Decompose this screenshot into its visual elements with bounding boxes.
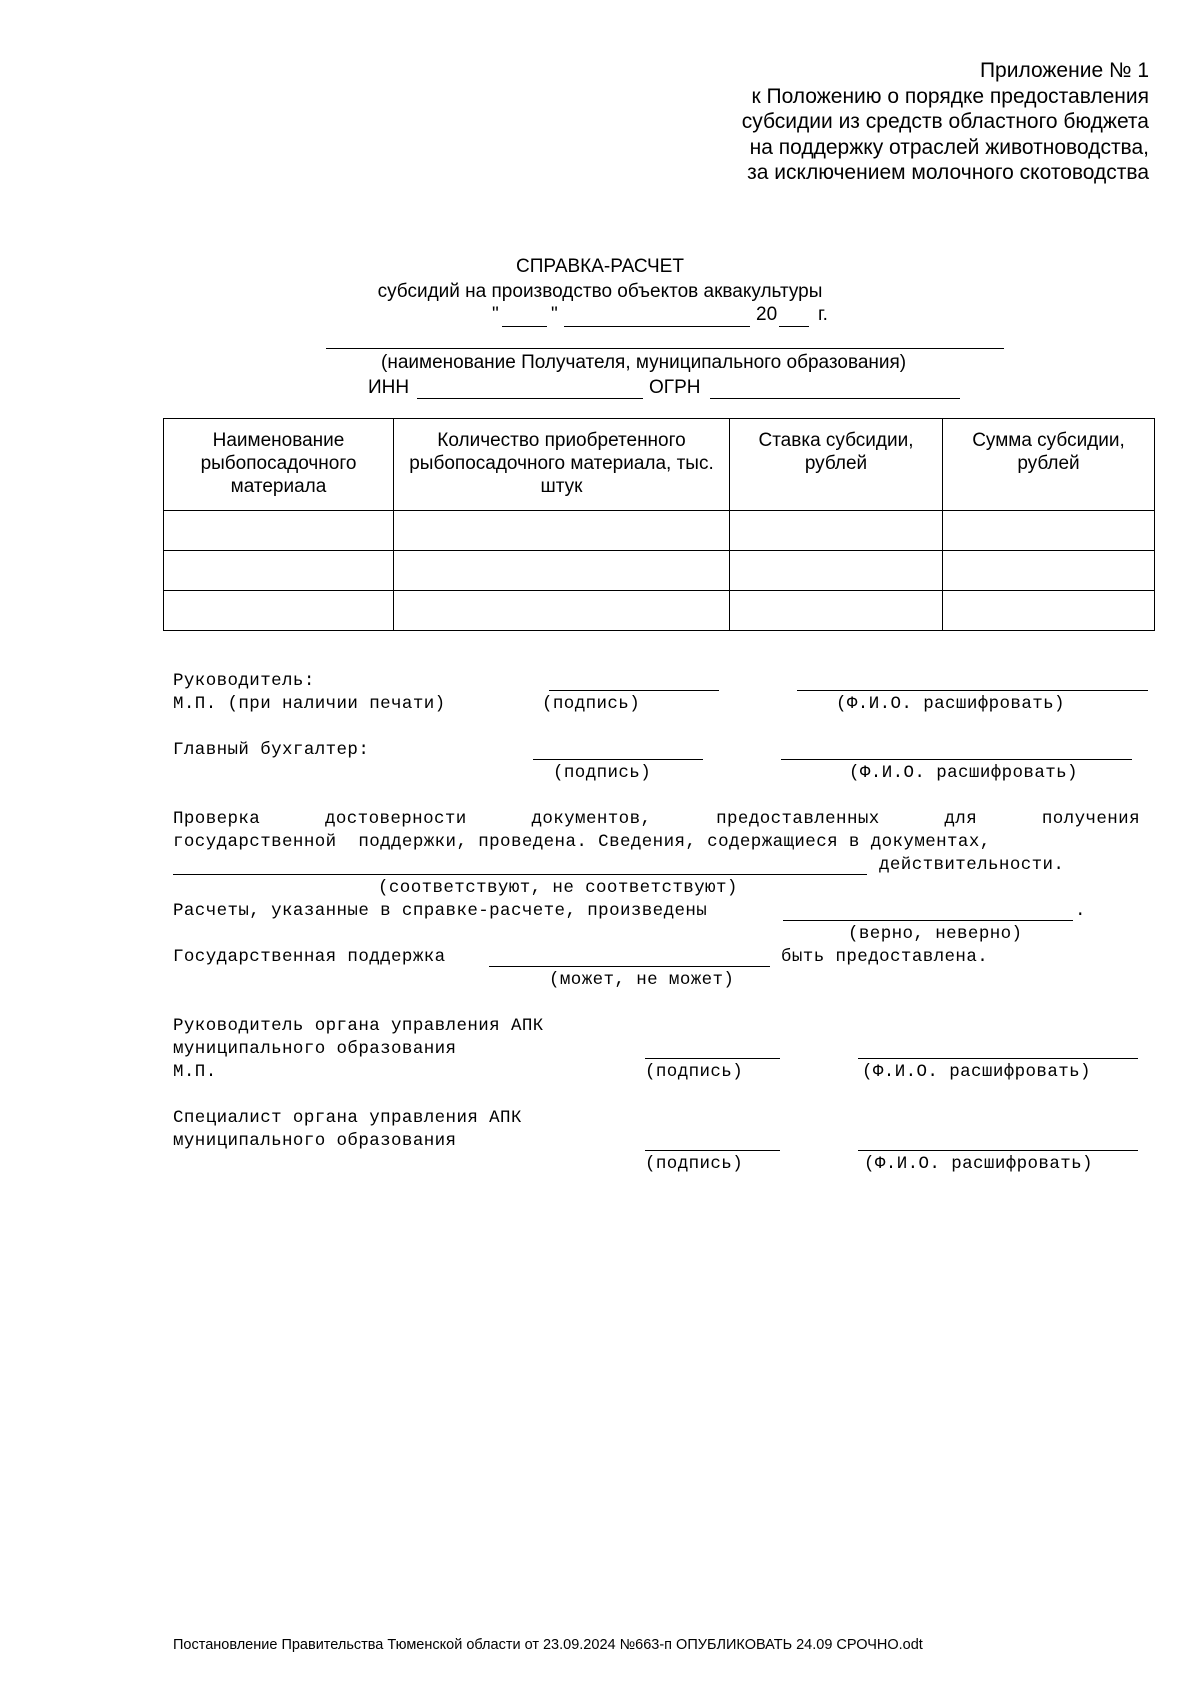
date-month-field[interactable]: [564, 326, 750, 327]
support-decision-field[interactable]: [489, 966, 770, 967]
subsidy-calculation-table: [163, 418, 1155, 631]
ogrn-label: ОГРН: [649, 377, 701, 398]
calc-result-field[interactable]: [783, 920, 1073, 921]
appendix-line: Приложение № 1: [979, 59, 1149, 82]
conformity-caption: (соответствуют, не соответствуют): [378, 878, 738, 898]
chief-accountant-label: Главный бухгалтер:: [173, 740, 370, 760]
table-cell[interactable]: [394, 551, 730, 591]
verification-word: документов,: [531, 809, 652, 829]
table-header-row: [164, 419, 1155, 511]
inn-field[interactable]: [417, 398, 643, 399]
head-signature-line[interactable]: [549, 690, 719, 691]
validity-text: действительности.: [879, 855, 1065, 875]
table-cell[interactable]: [943, 551, 1155, 591]
table-row: [164, 591, 1155, 631]
table-row: [164, 511, 1155, 551]
apk-head-signature-line[interactable]: [645, 1058, 780, 1059]
table-cell[interactable]: [164, 551, 394, 591]
verification-line-1: [173, 809, 1140, 829]
verification-word: предоставленных: [716, 809, 880, 829]
accountant-fio-caption: (Ф.И.О. расшифровать): [849, 763, 1078, 783]
appendix-header: [742, 58, 1149, 186]
support-tail: быть предоставлена.: [781, 947, 989, 967]
apk-spec-signature-line[interactable]: [645, 1150, 780, 1151]
apk-head-line-1: Руководитель органа управления АПК: [173, 1016, 544, 1036]
date-day-field[interactable]: [502, 326, 547, 327]
support-caption: (может, не может): [549, 970, 735, 990]
apk-head-line-2: муниципального образования: [173, 1039, 457, 1059]
calc-caption: (верно, неверно): [848, 924, 1023, 944]
apk-head-line-3: М.П.: [173, 1062, 217, 1082]
date-year-prefix: 20: [756, 304, 778, 325]
apk-spec-signature-caption: (подпись): [645, 1154, 744, 1174]
table-row: [164, 551, 1155, 591]
apk-spec-fio-caption: (Ф.И.О. расшифровать): [864, 1154, 1093, 1174]
verification-word: для: [944, 809, 978, 829]
recipient-name-field[interactable]: [326, 348, 1004, 349]
table-cell[interactable]: [730, 511, 943, 551]
apk-spec-fio-line[interactable]: [858, 1150, 1138, 1151]
conformity-field[interactable]: [173, 874, 867, 875]
support-text: Государственная поддержка: [173, 947, 446, 967]
apk-head-signature-caption: (подпись): [645, 1062, 744, 1082]
date-suffix: г.: [818, 304, 828, 325]
table-cell[interactable]: [943, 591, 1155, 631]
date-quote-open: ": [492, 304, 499, 325]
appendix-line: субсидии из средств областного бюджета: [741, 110, 1149, 133]
column-header-material-name: Наименование рыбопосадочного материала: [164, 419, 394, 511]
verification-word: Проверка: [173, 809, 261, 829]
accountant-fio-line[interactable]: [781, 759, 1132, 760]
column-header-amount: Сумма субсидии, рублей: [943, 419, 1155, 511]
table-cell[interactable]: [730, 551, 943, 591]
head-fio-caption: (Ф.И.О. расшифровать): [836, 694, 1065, 714]
verification-line-2: государственной поддержки, проведена. Сведения, содержащиеся в документах,: [173, 832, 991, 852]
apk-head-fio-line[interactable]: [858, 1058, 1138, 1059]
stamp-label: М.П. (при наличии печати): [173, 694, 446, 714]
head-label: Руководитель:: [173, 671, 315, 691]
calc-text: Расчеты, указанные в справке-расчете, произведены: [173, 901, 708, 921]
table-cell[interactable]: [394, 511, 730, 551]
head-fio-line[interactable]: [797, 690, 1148, 691]
verification-word: получения: [1041, 809, 1140, 829]
appendix-line: на поддержку отраслей животноводства,: [749, 135, 1149, 159]
appendix-line: за исключением молочного скотоводства: [747, 161, 1149, 184]
table-cell[interactable]: [943, 511, 1155, 551]
inn-label: ИНН: [368, 377, 410, 398]
document-title: СПРАВКА-РАСЧЕТ: [516, 256, 684, 277]
ogrn-field[interactable]: [710, 398, 960, 399]
document-subtitle: субсидий на производство объектов аквакультуры: [377, 281, 823, 302]
recipient-caption: (наименование Получателя, муниципального образования): [381, 352, 907, 373]
verification-word: достоверности: [324, 809, 467, 829]
appendix-line: к Положению о порядке предоставления: [751, 84, 1149, 108]
apk-spec-line-2: муниципального образования: [173, 1131, 457, 1151]
table-cell[interactable]: [164, 511, 394, 551]
footer-document-reference: Постановление Правительства Тюменской области от 23.09.2024 №663-п ОПУБЛИКОВАТЬ 24.09 СРОЧНО.odt: [173, 1637, 923, 1653]
apk-head-fio-caption: (Ф.И.О. расшифровать): [862, 1062, 1091, 1082]
accountant-signature-line[interactable]: [533, 759, 703, 760]
calc-period: .: [1075, 901, 1086, 921]
column-header-quantity: Количество приобретенного рыбопосадочного материала, тыс. штук: [394, 419, 730, 511]
apk-spec-line-1: Специалист органа управления АПК: [173, 1108, 522, 1128]
table-cell[interactable]: [164, 591, 394, 631]
column-header-rate: Ставка субсидии, рублей: [730, 419, 943, 511]
date-quote-close: ": [551, 304, 558, 325]
head-signature-caption: (подпись): [542, 694, 641, 714]
table-cell[interactable]: [394, 591, 730, 631]
accountant-signature-caption: (подпись): [553, 763, 652, 783]
date-year-field[interactable]: [779, 326, 809, 327]
table-cell[interactable]: [730, 591, 943, 631]
